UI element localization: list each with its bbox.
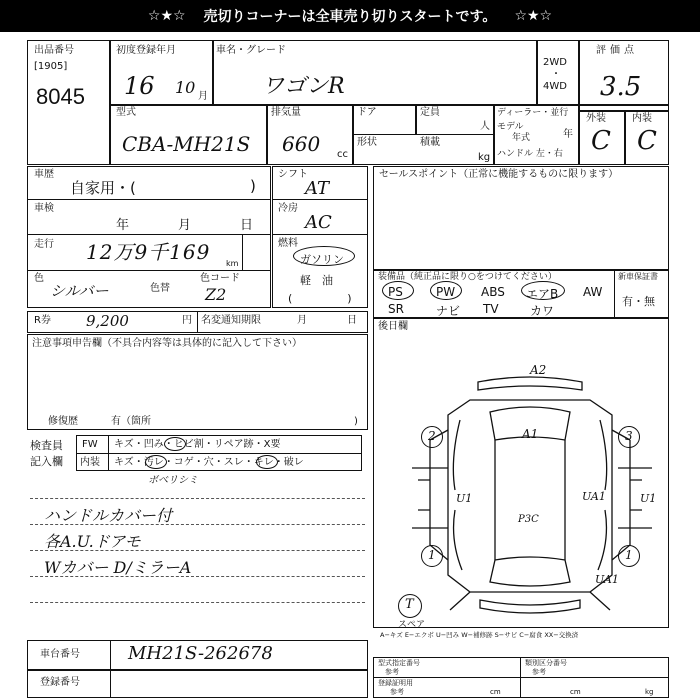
chassis-label: 車台番号 xyxy=(40,649,80,660)
car-label: 車名・グレード xyxy=(216,45,286,56)
inspection-month: 月 xyxy=(178,218,192,233)
mark-top: A2 xyxy=(530,363,547,377)
inspection-label: 車検 xyxy=(34,203,54,214)
fuel-paren: ( ) xyxy=(288,292,352,305)
tire-fr-value: 3 xyxy=(625,429,633,443)
lot-number: 8045 xyxy=(36,84,85,109)
sales-box xyxy=(373,166,669,270)
fuel-circle xyxy=(293,246,355,266)
grade-label: 評価点 xyxy=(596,45,638,56)
equip-ps: PS xyxy=(388,285,403,299)
aircon-value: AC xyxy=(305,212,332,233)
year-unit: 年 xyxy=(563,129,573,140)
mark-right-out: U1 xyxy=(640,492,657,505)
tire-rr-value: 1 xyxy=(625,548,633,562)
warranty-value: 有・無 xyxy=(622,295,655,308)
history-value: 自家用・( xyxy=(70,179,136,197)
model-year-a: モデル xyxy=(497,122,524,132)
inspector-fw-items: キズ・凹み・ヒビ割・リペア跡・X要 xyxy=(114,439,281,450)
inspector-label-a: 検査員 xyxy=(30,439,63,452)
chassis-value: MH21S-262678 xyxy=(128,643,273,664)
color-value: シルバー xyxy=(50,282,109,300)
top-banner xyxy=(0,0,700,32)
equip-navi: ナビ xyxy=(436,304,461,318)
model-year-b: 年式 xyxy=(512,133,531,143)
fuel-diesel: 軽 油 xyxy=(300,274,333,287)
notes-label: 注意事項申告欄（不具合内容等は具体的に記入して下さい） xyxy=(32,338,302,349)
lot-label: 出品番号 xyxy=(34,45,74,56)
tire-rl-value: 1 xyxy=(428,548,436,562)
load-unit: kg xyxy=(478,152,491,163)
equip-pw: PW xyxy=(436,285,456,299)
fuel-label: 燃料 xyxy=(278,238,298,249)
class-number-label: 類別区分番号 xyxy=(525,659,567,667)
inspector-int-items: キズ・汚レ・コゲ・穴・スレ・キレ・破レ xyxy=(114,457,304,468)
comment-3: Wカバー D/ミラーA xyxy=(44,558,192,577)
grade-value: 3.5 xyxy=(600,72,642,102)
model-value: CBA-MH21S xyxy=(122,132,251,156)
name-change-day: 日 xyxy=(347,315,357,326)
banner-stars-right: ☆★☆ xyxy=(514,8,553,24)
mileage-unit: km xyxy=(226,259,239,268)
fuel-gasoline: ガソリン xyxy=(300,253,344,266)
color-change-label: 色替 xyxy=(150,283,170,294)
cert-label: 登録証明用 xyxy=(378,679,413,687)
car-name: ワゴンR xyxy=(262,74,345,99)
load-label: 積載 xyxy=(420,137,440,148)
comment-1: ハンドルカバー付 xyxy=(44,506,173,525)
inspector-int: 内装 xyxy=(80,457,100,468)
equip-airbag: エアB xyxy=(526,287,559,301)
cap-unit: 人 xyxy=(480,121,490,132)
registration-label: 登録番号 xyxy=(40,677,80,688)
history-label: 車歴 xyxy=(34,169,54,180)
cert-ref-1: 参考 xyxy=(390,688,404,696)
equip-label: 装備品（純正品に限り○をつけてください） xyxy=(378,272,557,282)
color-label: 色 xyxy=(34,273,44,284)
exterior-label: 外装 xyxy=(586,113,606,124)
mileage-value: 12万9千169 xyxy=(86,240,211,264)
color-code-label: 色コード xyxy=(200,273,240,284)
cap-label: 定員 xyxy=(420,107,440,118)
car-diagram xyxy=(400,360,665,630)
warranty-label: 新車保証書 xyxy=(618,272,658,281)
color-code-value: Z2 xyxy=(205,285,227,304)
wd2: 2WD xyxy=(543,57,567,68)
mark-center: P3C xyxy=(518,514,539,525)
class-ref: 参考 xyxy=(532,668,546,676)
shift-value: AT xyxy=(305,178,330,199)
name-change-month: 月 xyxy=(297,315,307,326)
type-number-label: 型式指定番号 xyxy=(378,659,420,667)
cert-cm-1: cm xyxy=(490,688,501,696)
spare-tire-value: T xyxy=(405,597,414,612)
comment-2: 各A.U.ドアモ xyxy=(44,532,141,551)
inspector-label-b: 記入欄 xyxy=(30,455,63,468)
inspection-year: 年 xyxy=(116,218,130,233)
history-close: ) xyxy=(250,177,256,195)
inspector-fw: FW xyxy=(82,439,98,450)
shape-label: 形状 xyxy=(357,137,377,148)
repair-label: 修復歴 xyxy=(48,416,78,427)
model-label: 型式 xyxy=(116,107,136,118)
exterior-value: C xyxy=(591,126,611,156)
inspection-day: 日 xyxy=(240,218,254,233)
equip-sr: SR xyxy=(388,302,404,316)
equip-abs: ABS xyxy=(481,285,505,299)
disp-unit: cc xyxy=(337,149,348,160)
reg-month: 10 xyxy=(175,78,196,97)
recycle-label: R券 xyxy=(34,315,51,326)
equip-leather: カワ xyxy=(530,304,555,318)
repair-value: 有（箇所 xyxy=(111,416,151,427)
lot-sub: [1905] xyxy=(34,61,68,72)
repair-close: ) xyxy=(354,416,358,427)
name-change-label: 名変通知期限 xyxy=(201,315,261,326)
spare-label: スペア xyxy=(398,620,426,630)
handle-label: ハンドル 左・右 xyxy=(497,149,563,159)
equip-aw: AW xyxy=(583,285,603,299)
mark-right-side: UA1 xyxy=(582,490,606,503)
dealer-label: ディーラー・並行 xyxy=(497,108,569,118)
aircon-label: 冷房 xyxy=(278,203,298,214)
banner-text: 売切りコーナーは全車売り切りスタートです。 xyxy=(203,9,497,25)
door-label: ドア xyxy=(357,107,377,118)
reg-year: 16 xyxy=(124,72,155,100)
recycle-unit: 円 xyxy=(182,315,192,326)
interior-value: C xyxy=(637,126,657,156)
banner-stars-left: ☆★☆ xyxy=(147,8,186,24)
disp-value: 660 xyxy=(282,132,321,156)
wd-dot: ・ xyxy=(551,69,561,80)
shift-label: シフト xyxy=(278,169,308,180)
interior-label: 内装 xyxy=(632,113,652,124)
damage-legend: A−キズ E−エクボ U−凹み W−補修跡 S−サビ C−腐食 XX−交換済 xyxy=(380,631,579,639)
mileage-label: 走行 xyxy=(34,239,54,250)
sales-label: セールスポイント（正常に機能するものに限ります） xyxy=(379,169,619,180)
mark-roof: A1 xyxy=(522,427,539,441)
equip-tv: TV xyxy=(483,302,499,316)
inspector-underline-note: ボベリシミ xyxy=(148,475,198,486)
recycle-value: 9,200 xyxy=(86,312,129,330)
cert-cm-2: cm xyxy=(570,688,581,696)
wd4: 4WD xyxy=(543,81,567,92)
reg-label: 初度登録年月 xyxy=(116,45,176,56)
tire-fl-value: 2 xyxy=(428,429,436,443)
reg-month-suffix: 月 xyxy=(198,91,208,102)
disp-label: 排気量 xyxy=(271,107,301,118)
back-label: 後日欄 xyxy=(378,321,408,332)
cert-kg: kg xyxy=(645,688,654,696)
mark-rear: UA1 xyxy=(595,573,619,586)
type-ref: 参考 xyxy=(385,668,399,676)
mark-left-side: U1 xyxy=(456,492,473,505)
